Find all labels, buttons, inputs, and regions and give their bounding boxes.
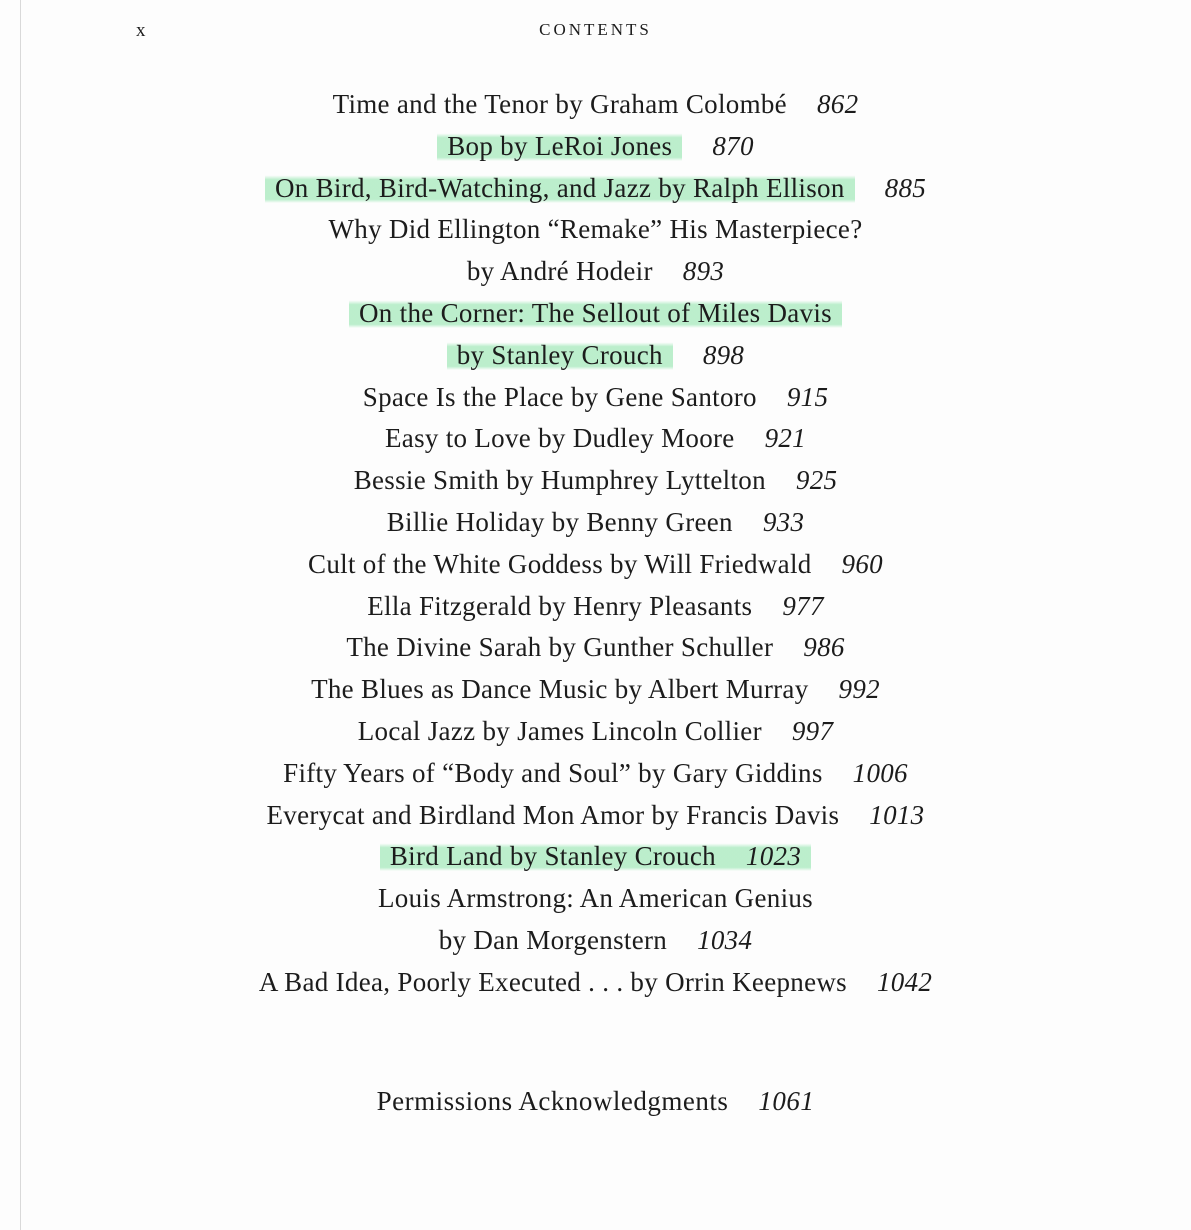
entry-title: On the Corner: The Sellout of Miles Davis xyxy=(359,297,832,328)
entry-title: by Stanley Crouch xyxy=(456,339,663,370)
entry-title: Bird Land by Stanley Crouch xyxy=(389,841,716,872)
entry-title: Why Did Ellington “Remake” His Masterpiece? xyxy=(328,214,863,245)
highlighted-segment xyxy=(349,298,842,328)
entry-page: 1013 xyxy=(869,799,925,830)
highlighted-segment xyxy=(437,131,682,161)
entry-title: Local Jazz by James Lincoln Collier xyxy=(357,715,762,746)
entry-page: 925 xyxy=(795,465,838,496)
toc-entry xyxy=(0,251,1191,293)
toc-entry xyxy=(0,84,1191,126)
entry-page: 1061 xyxy=(758,1086,815,1116)
toc-entry xyxy=(0,836,1191,878)
highlighted-segment xyxy=(380,841,811,871)
entry-page: 977 xyxy=(782,590,824,621)
toc-entry xyxy=(0,502,1191,544)
toc-entry xyxy=(0,627,1191,669)
toc-entry xyxy=(0,377,1191,419)
entry-title: Louis Armstrong: An American Genius xyxy=(378,883,813,914)
toc-entry xyxy=(0,878,1191,920)
toc-entry xyxy=(0,920,1191,962)
entry-title: The Blues as Dance Music by Albert Murray xyxy=(311,674,809,705)
entry-page: 992 xyxy=(838,674,880,705)
entry-title: Space Is the Place by Gene Santoro xyxy=(362,381,757,412)
entry-page: 997 xyxy=(791,715,834,746)
entry-title: Cult of the White Goddess by Will Friedwald xyxy=(308,548,812,579)
entry-title: Easy to Love by Dudley Moore xyxy=(385,423,735,454)
entry-page: 885 xyxy=(884,172,927,203)
entry-title: Bessie Smith by Humphrey Lyttelton xyxy=(353,465,766,496)
toc-entry xyxy=(0,293,1191,335)
toc-entry xyxy=(0,544,1191,586)
entry-page: 960 xyxy=(841,548,883,579)
highlighted-segment xyxy=(265,173,855,203)
entry-page: 986 xyxy=(803,632,845,663)
toc-entry xyxy=(0,711,1191,753)
highlighted-segment xyxy=(447,340,673,370)
toc-entry xyxy=(0,586,1191,628)
entry-title: On Bird, Bird-Watching, and Jazz by Ralph Ellison xyxy=(274,172,845,203)
entry-page: 898 xyxy=(702,339,745,370)
toc-entry xyxy=(0,795,1191,837)
entry-page: 921 xyxy=(764,423,806,454)
entry-page: 1023 xyxy=(745,841,802,872)
page-number: x xyxy=(136,20,147,41)
entry-page: 870 xyxy=(712,130,754,161)
toc-entry xyxy=(0,418,1191,460)
entry-title: by André Hodeir xyxy=(466,256,653,287)
entry-title: Bop by LeRoi Jones xyxy=(447,130,673,161)
entry-page: 1042 xyxy=(876,966,933,997)
entry-title: Permissions Acknowledgments xyxy=(376,1086,729,1116)
toc-entry xyxy=(0,168,1191,210)
entry-title: by Dan Morgenstern xyxy=(438,924,668,955)
entry-page: 1034 xyxy=(697,924,753,955)
entry-page: 1006 xyxy=(852,757,908,788)
entry-title: The Divine Sarah by Gunther Schuller xyxy=(346,632,774,663)
entry-title: A Bad Idea, Poorly Executed . . . by Orrin Keepnews xyxy=(258,966,847,997)
entry-page: 893 xyxy=(682,256,725,287)
entry-page: 933 xyxy=(762,506,805,537)
permissions-entry xyxy=(0,1080,1191,1122)
toc-entry xyxy=(0,962,1191,1004)
table-of-contents xyxy=(0,84,1191,1004)
toc-entry xyxy=(0,669,1191,711)
entry-page: 915 xyxy=(786,381,829,412)
entry-title: Billie Holiday by Benny Green xyxy=(386,506,733,537)
toc-entry xyxy=(0,460,1191,502)
entry-title: Time and the Tenor by Graham Colombé xyxy=(332,89,787,119)
toc-entry xyxy=(0,209,1191,251)
entry-title: Ella Fitzgerald by Henry Pleasants xyxy=(367,590,753,621)
toc-entry xyxy=(0,753,1191,795)
running-head: CONTENTS xyxy=(539,20,652,39)
entry-page: 862 xyxy=(816,89,859,119)
entry-title: Fifty Years of “Body and Soul” by Gary Giddins xyxy=(283,757,823,788)
toc-entry xyxy=(0,335,1191,377)
entry-title: Everycat and Birdland Mon Amor by Francis Davis xyxy=(266,799,840,830)
toc-entry xyxy=(0,126,1191,168)
